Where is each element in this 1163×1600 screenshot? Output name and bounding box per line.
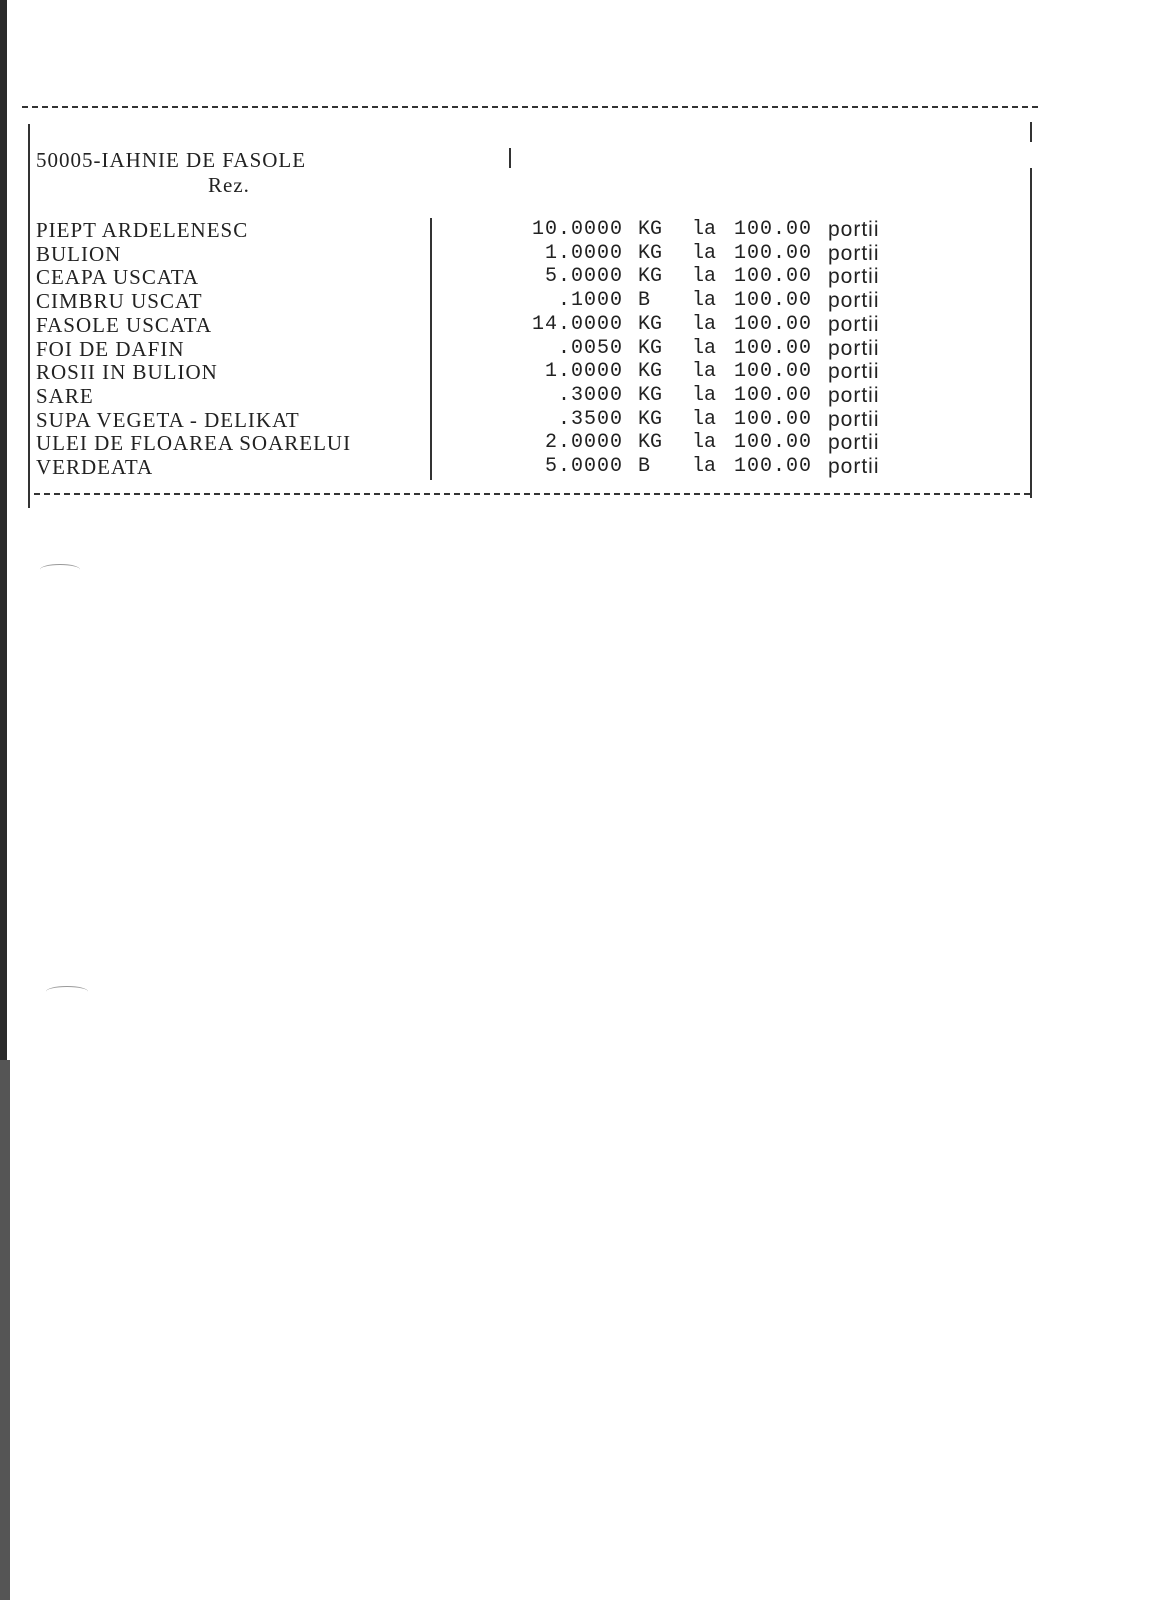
ingredient-name: CEAPA USCATA — [36, 265, 200, 290]
bottom-dashed-rule — [34, 493, 1030, 495]
scan-mark — [40, 564, 80, 575]
ingredient-portions: 100.00 — [734, 218, 813, 241]
ingredient-portions: 100.00 — [734, 407, 813, 431]
recipe-title: 50005-IAHNIE DE FASOLE — [36, 148, 307, 172]
ingredient-quantity: .3500 — [557, 407, 623, 431]
ingredient-portions-word: portii — [828, 289, 880, 313]
ingredient-quantity: 14.0000 — [531, 312, 623, 336]
ingredient-portions-word: portii — [828, 383, 880, 407]
ingredient-unit: B — [638, 289, 651, 313]
ingredient-portions: 100.00 — [734, 312, 813, 336]
ingredient-unit: KG — [638, 218, 663, 241]
ingredient-name: PIEPT ARDELENESC — [36, 218, 249, 242]
ingredient-portions: 100.00 — [734, 431, 813, 455]
ingredient-portions-word: portii — [828, 265, 880, 289]
ingredient-unit: B — [638, 455, 651, 478]
ingredient-portions: 100.00 — [734, 289, 813, 313]
ingredient-row — [0, 431, 1163, 455]
ingredient-la: la — [692, 336, 717, 360]
right-frame-line-top — [1030, 122, 1032, 142]
ingredient-portions-word: portii — [828, 360, 880, 384]
ingredient-unit: KG — [638, 312, 663, 336]
ingredient-quantity: .1000 — [557, 289, 623, 313]
ingredient-portions-word: portii — [828, 431, 880, 455]
ingredient-row — [0, 289, 1163, 313]
ingredient-portions: 100.00 — [734, 455, 813, 478]
top-dashed-rule — [22, 106, 1038, 108]
ingredient-row — [0, 265, 1163, 289]
ingredient-portions: 100.00 — [734, 383, 813, 407]
ingredient-portions-word: portii — [828, 455, 880, 478]
ingredient-name: FASOLE USCATA — [36, 312, 213, 337]
ingredient-quantity: 1.0000 — [544, 241, 623, 265]
ingredient-la: la — [692, 312, 717, 336]
ingredient-name: ULEI DE FLOAREA SOARELUI — [36, 431, 352, 456]
ingredient-la: la — [692, 218, 717, 241]
ingredient-portions: 100.00 — [734, 336, 813, 360]
recipe-subtitle: Rez. — [208, 173, 250, 197]
ingredient-row — [0, 337, 1163, 361]
ingredient-name: BULION — [36, 241, 122, 266]
ingredient-portions: 100.00 — [734, 360, 813, 384]
ingredient-portions-word: portii — [828, 336, 880, 360]
ingredient-la: la — [692, 265, 717, 289]
ingredient-row — [0, 408, 1163, 432]
ingredient-row — [0, 242, 1163, 266]
scan-edge-shadow — [0, 1060, 10, 1600]
ingredient-row — [0, 218, 1163, 242]
ingredient-quantity: 5.0000 — [544, 455, 623, 478]
ingredient-la: la — [692, 383, 717, 407]
ingredient-unit: KG — [638, 360, 663, 384]
ingredient-quantity: 5.0000 — [544, 265, 623, 289]
ingredient-unit: KG — [638, 336, 663, 360]
ingredient-row — [0, 384, 1163, 408]
ingredient-name: SUPA VEGETA - DELIKAT — [36, 407, 300, 432]
ingredient-row — [0, 313, 1163, 337]
ingredient-unit: KG — [638, 265, 663, 289]
ingredient-portions-word: portii — [828, 218, 880, 241]
ingredient-quantity: .0050 — [557, 336, 623, 360]
ingredient-unit: KG — [638, 383, 663, 407]
ingredient-unit: KG — [638, 241, 663, 265]
ingredient-la: la — [692, 407, 717, 431]
ingredient-la: la — [692, 289, 717, 313]
ingredient-la: la — [692, 455, 717, 478]
ingredient-quantity: 10.0000 — [531, 218, 623, 241]
ingredient-name: SARE — [36, 383, 94, 408]
ingredient-quantity: 1.0000 — [544, 360, 623, 384]
ingredient-quantity: 2.0000 — [544, 431, 623, 455]
ingredient-la: la — [692, 241, 717, 265]
ingredient-portions: 100.00 — [734, 265, 813, 289]
ingredient-row — [0, 455, 1163, 479]
ingredient-name: CIMBRU USCAT — [36, 289, 203, 314]
ingredient-la: la — [692, 431, 717, 455]
ingredient-name: FOI DE DAFIN — [36, 336, 185, 361]
ingredient-portions: 100.00 — [734, 241, 813, 265]
ingredient-unit: KG — [638, 431, 663, 455]
ingredient-name: ROSII IN BULION — [36, 360, 218, 385]
ingredient-portions-word: portii — [828, 312, 880, 336]
ingredient-row — [0, 360, 1163, 384]
ingredient-portions-word: portii — [828, 241, 880, 265]
ingredient-quantity: .3000 — [557, 383, 623, 407]
ingredient-name: VERDEATA — [36, 455, 154, 479]
scan-mark — [46, 986, 88, 997]
title-separator — [509, 148, 511, 168]
ingredient-portions-word: portii — [828, 407, 880, 431]
ingredient-unit: KG — [638, 407, 663, 431]
ingredient-la: la — [692, 360, 717, 384]
